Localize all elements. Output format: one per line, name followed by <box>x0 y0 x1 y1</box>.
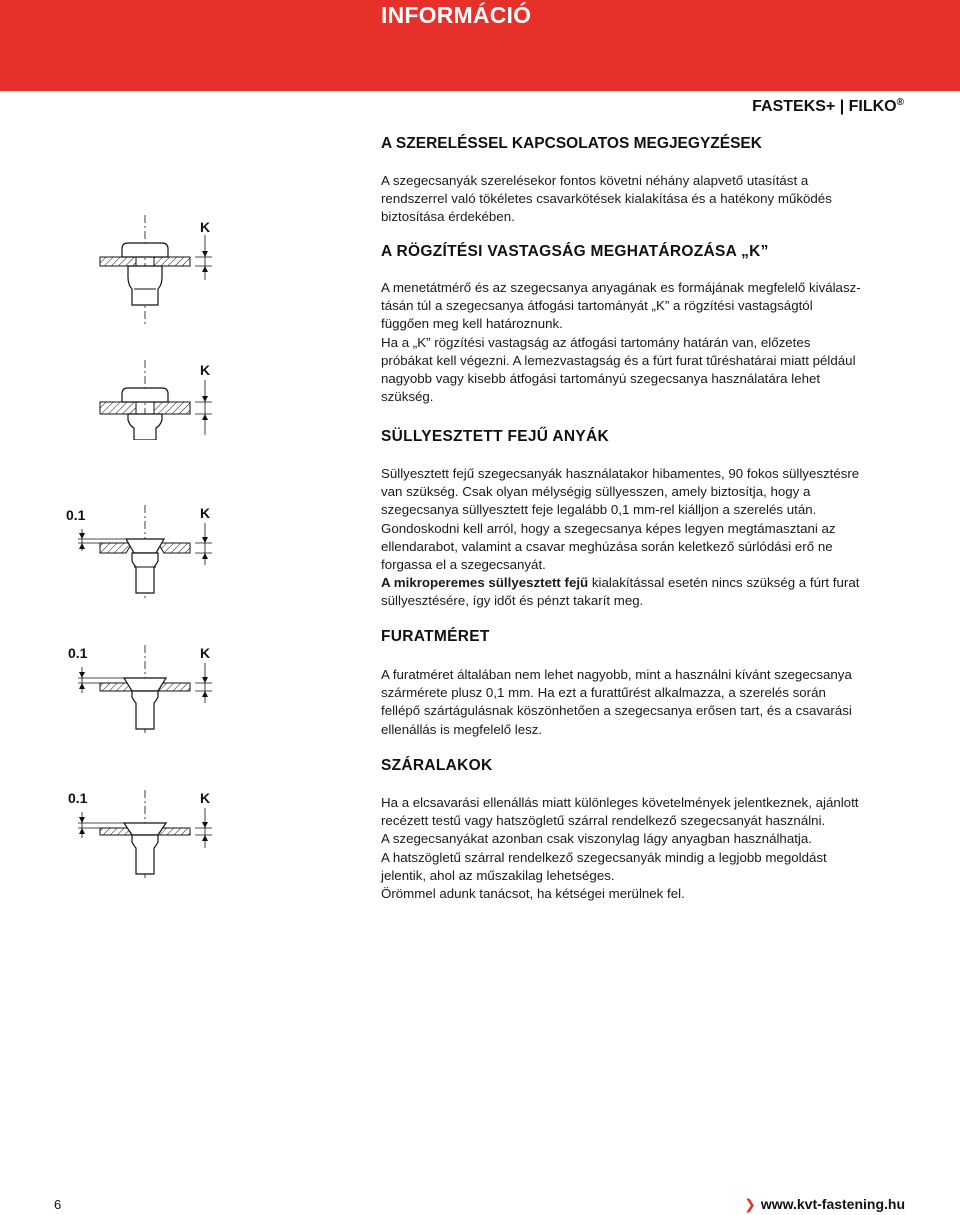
k-label: K <box>200 219 211 235</box>
grip-heading: A RÖGZÍTÉSI VASTAGSÁG MEGHATÁROZÁSA „K” <box>381 243 769 260</box>
hole-heading: FURATMÉRET <box>381 628 490 645</box>
intro-paragraph: A szegecsanyák szerelésekor fontos követni néhány alapvető utasítást a rendszerrel való tökéletes csavarkötések kialakítása és a hatékony működés biztosítása érdekében. <box>381 173 832 225</box>
countersunk-heading: SÜLLYESZTETT FEJŰ ANYÁK <box>381 428 609 445</box>
website-url: www.kvt-fastening.hu <box>760 1196 905 1212</box>
k-label: K <box>200 790 211 806</box>
chevron-right-icon: ❯ <box>744 1196 756 1212</box>
offset-label: 0.1 <box>68 645 88 661</box>
hole-paragraph: A furatméret általában nem lehet nagyobb, mint a használni kívánt szegecsanya szármérete plusz 0,1 mm. Ha ezt a furattűrést alkalmazza, a szerelés során fellépő szártágulásnak köszönhetően a szegecsanya erősen tart, és a csavarási ellenállás is megfelelő lesz. <box>381 667 852 737</box>
grip-text <box>381 279 911 406</box>
countersunk-paragraph-2 <box>381 574 911 610</box>
offset-label: 0.1 <box>66 507 86 523</box>
brand-name <box>752 98 904 116</box>
grip-paragraph: A menetátmérő és az szegecsanya anyagának es formájának megfelelő kiválasz- tásán túl a szegecsanya átfogási tartományát „K” a rögzítési vastagságtól függően meg kell határoznunk. Ha a „K” rögzítési vastagság az átfogási tartomány határán van, előzetes próbákat kell végezni. A lemezvastagság és a fúrt furat tűréshatárai miatt például nagyobb vagy kisebb átfogási tartományú szegecsanya használatára lehet szükség. <box>381 280 861 405</box>
k-label: K <box>200 362 211 378</box>
shank-paragraph: Ha a elcsavarási ellenállás miatt különleges követelmények jelentkeznek, ajánlott recézett testű vagy hatszögletű szárral rendelkező szegecsanyát használni. A szegecsanyákat azonban csak viszonylag lágy anyagban használhatja. A hatszögletű szárral rendelkező szegecsanyák mindig a legjobb megoldást jelentik, ahol az műszakilag lehetséges. Örömmel adunk tanácsot, ha kétségei merülnek fel. <box>381 795 859 902</box>
page-number: 6 <box>54 1197 62 1212</box>
rivet-nut-drawing <box>70 360 220 440</box>
figure-countersunk-1 <box>66 505 220 600</box>
figure-flat-head-1 <box>70 215 220 365</box>
intro-text <box>381 172 911 227</box>
rivet-nut-drawing <box>70 645 220 735</box>
countersunk-text <box>381 465 911 611</box>
brand-text: FASTEKS+ | FILKO <box>752 98 897 115</box>
hole-text <box>381 666 911 739</box>
figure-countersunk-2 <box>70 645 220 735</box>
shank-text <box>381 794 911 903</box>
offset-label: 0.1 <box>68 790 88 806</box>
countersunk-bold-lead: A mikroperemes süllyesztett fejű <box>381 575 589 591</box>
rivet-nut-drawing <box>70 215 220 365</box>
main-heading: A SZERELÉSSEL KAPCSOLATOS MEGJEGYZÉSEK <box>381 135 762 152</box>
figure-flat-head-2 <box>70 360 220 440</box>
rivet-nut-drawing <box>70 790 220 880</box>
website-link[interactable] <box>744 1196 905 1213</box>
registered-mark: ® <box>896 97 904 108</box>
figure-countersunk-3 <box>70 790 220 880</box>
countersunk-paragraph: Süllyesztett fejű szegecsanyák használatakor hibamentes, 90 fokos süllyesztésre van szükség. Csak olyan mélységig süllyesszen, amely biztosítja, hogy a szegecsanya süllyesztett feje legalább 0,1 mm-rel kiálljon a szerelés után. Gondoskodni kell arról, hogy a szegecsanya képes legyen megtámasztani az ellendarabot, valamint a csavar meghúzása során keletkező súrlódási erő ne forgassa el a szegecsanyát. <box>381 466 860 573</box>
shank-heading: SZÁRALAKOK <box>381 757 493 774</box>
page-title: INFORMÁCIÓ <box>381 2 532 28</box>
countersunk-tail: kialakítással esetén nincs szükség a fúrt furat süllyesztésére, így időt és pénzt takarít meg. <box>381 575 860 609</box>
k-label: K <box>200 645 211 661</box>
rivet-nut-drawing <box>70 505 220 600</box>
k-label: K <box>200 505 211 521</box>
